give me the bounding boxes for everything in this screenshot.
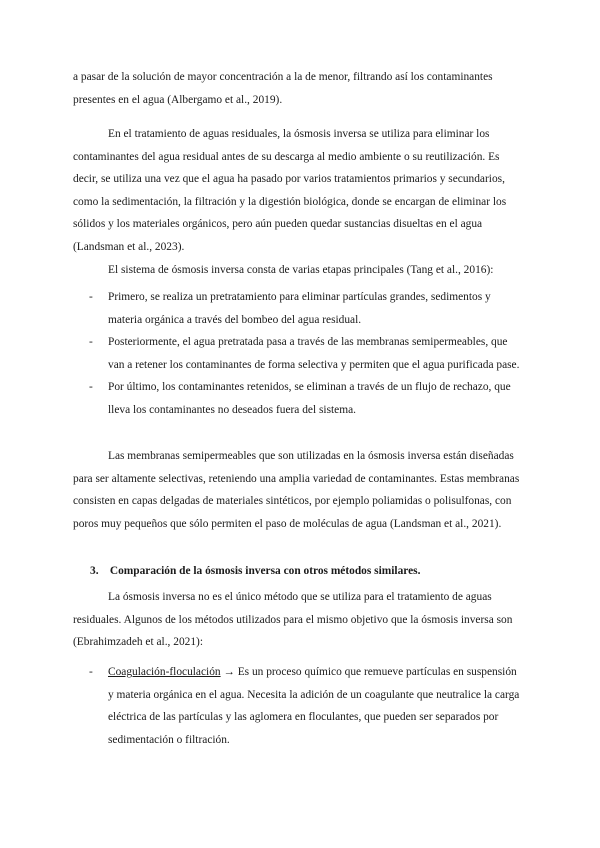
treatment-paragraph: En el tratamiento de aguas residuales, la ósmosis inversa se utiliza para eliminar los contaminantes del agua residual antes de su descarga al medio ambiente o su reutilización. Es decir, se utiliza una vez que el agua ha pasado por varios tratamientos primarios y secundarios, como la sedimentación, la filtración y la digestión biológica, donde se encargan de eliminar los sólidos y los materiales orgánicos, pero aún pueden quedar sustancias disueltas en el agua (Landsman et al., 2023).	[73, 128, 507, 253]
list-item-text: Primero, se realiza un pretratamiento para eliminar partículas grandes, sedimentos y materia orgánica a través del bombeo del agua residual.	[108, 291, 491, 326]
section-number: 3.	[90, 565, 99, 577]
intro-continuation-paragraph: a pasar de la solución de mayor concentración a la de menor, filtrando así los contaminantes presentes en el agua (Albergamo et al., 2019).	[73, 71, 493, 106]
membranes-paragraph: Las membranas semipermeables que son utilizadas en la ósmosis inversa están diseñadas para ser altamente selectivas, reteniendo una amplia variedad de contaminantes. Estas membranas consisten en capas delgadas de materiales sintéticos, por ejemplo poliamidas o polisulfonas, con poros muy pequeños que sólo permiten el paso de moléculas de agua (Landsman et al., 2021).	[73, 450, 520, 530]
list-item	[73, 661, 525, 751]
list-item	[73, 286, 525, 331]
section-heading	[90, 560, 530, 583]
list-dash: -	[89, 291, 93, 303]
stages-intro-paragraph: El sistema de ósmosis inversa consta de varias etapas principales (Tang et al., 2016):	[108, 264, 494, 276]
method-term: Coagulación-floculación	[108, 666, 221, 678]
list-item-text: Por último, los contaminantes retenidos, se eliminan a través de un flujo de rechazo, que lleva los contaminantes no deseados fuera del sistema.	[108, 381, 511, 416]
comparison-paragraph: La ósmosis inversa no es el único método que se utiliza para el tratamiento de aguas residuales. Algunos de los métodos utilizados para el mismo objetivo que la ósmosis inversa son (Ebrahimzadeh et al., 2021):	[73, 591, 513, 649]
methods-list	[73, 661, 525, 751]
list-dash: -	[89, 381, 93, 394]
list-dash: -	[89, 336, 93, 349]
list-item	[73, 331, 525, 376]
list-item	[73, 376, 525, 421]
list-item-text: Es un proceso químico que remueve partículas en suspensión y materia orgánica en el agua. Necesita la adición de un coagulante que neutralice la carga eléctrica de las partículas y las aglomera en floculantes, que pueden ser separados por sedimentación o filtración.	[108, 666, 520, 746]
list-dash: -	[89, 666, 93, 678]
section-title: Comparación de la ósmosis inversa con otros métodos similares.	[109, 565, 421, 577]
arrow-icon: →	[223, 666, 235, 678]
stages-list	[73, 286, 525, 422]
list-item-text: Posteriormente, el agua pretratada pasa a través de las membranas semipermeables, que van a retener los contaminantes de forma selectiva y permiten que el agua purificada pase.	[108, 336, 520, 371]
